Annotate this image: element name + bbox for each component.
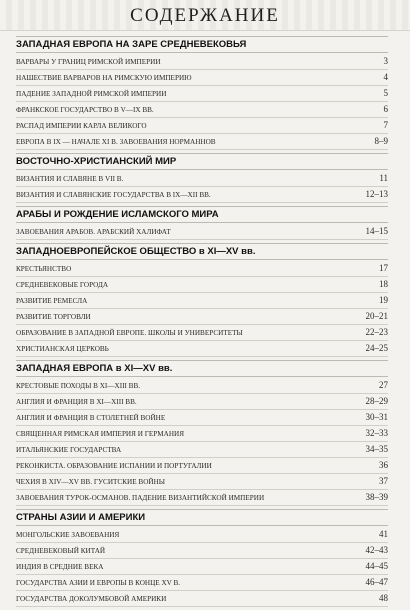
page-number: 18 [379,279,388,289]
section-title: ЗАПАДНОЕВРОПЕЙСКОЕ ОБЩЕСТВО в XI—XV вв. [16,243,388,260]
page-number: 20–21 [365,311,388,321]
entry-title: ВИЗАНТИЯ И СЛАВЯНЕ В VII В. [16,175,124,183]
entry-list [16,378,388,506]
toc-entry [16,442,388,458]
section-title: АРАБЫ И РОЖДЕНИЕ ИСЛАМСКОГО МИРА [16,206,388,223]
page-number: 38–39 [365,492,388,502]
toc-section [16,153,388,203]
entry-title: ХРИСТИАНСКАЯ ЦЕРКОВЬ [16,345,109,353]
toc-entry [16,591,388,607]
entry-title: ФРАНКСКОЕ ГОСУДАРСТВО В V—IX ВВ. [16,106,154,114]
toc-entry [16,575,388,591]
page-number: 3 [383,56,388,66]
entry-title: АНГЛИЯ И ФРАНЦИЯ В СТОЛЕТНЕЙ ВОЙНЕ [16,414,166,422]
toc-entry [16,490,388,506]
entry-title: ЗАВОЕВАНИЯ ТУРОК-ОСМАНОВ. ПАДЕНИЕ ВИЗАНТИЙСКОЙ ИМПЕРИИ [16,494,265,502]
toc-entry [16,54,388,70]
entry-title: МОНГОЛЬСКИЕ ЗАВОЕВАНИЯ [16,531,120,539]
toc-entry [16,325,388,341]
page-number: 41 [379,529,388,539]
page-number: 48 [379,593,388,603]
toc-section [16,36,388,150]
entry-title: ВАРВАРЫ У ГРАНИЦ РИМСКОЙ ИМПЕРИИ [16,58,161,66]
toc-entry [16,474,388,490]
toc-entry [16,102,388,118]
toc-entry [16,458,388,474]
toc-entry [16,543,388,559]
page-number: 34–35 [365,444,388,454]
toc-entry [16,118,388,134]
page-number: 27 [379,380,388,390]
section-title: СТРАНЫ АЗИИ И АМЕРИКИ [16,509,388,526]
page-number: 46–47 [365,577,388,587]
toc-entry [16,426,388,442]
page-number: 8–9 [374,136,388,146]
page-number: 12–13 [365,189,388,199]
entry-title: РАЗВИТИЕ ТОРГОВЛИ [16,313,91,321]
toc-entry [16,70,388,86]
toc-section [16,509,388,607]
entry-list [16,527,388,607]
page-number: 36 [379,460,388,470]
page-number: 17 [379,263,388,273]
toc-entry [16,134,388,150]
page-number: 11 [379,173,388,183]
toc-entry [16,261,388,277]
page-number: 32–33 [365,428,388,438]
entry-title: НАШЕСТВИЕ ВАРВАРОВ НА РИМСКУЮ ИМПЕРИЮ [16,74,192,82]
entry-list [16,224,388,240]
toc-entry [16,224,388,240]
toc-entry [16,187,388,203]
section-title: ЗАПАДНАЯ ЕВРОПА в XI—XV вв. [16,360,388,377]
section-title: ЗАПАДНАЯ ЕВРОПА НА ЗАРЕ СРЕДНЕВЕКОВЬЯ [16,36,388,53]
page-number: 28–29 [365,396,388,406]
toc-entry [16,309,388,325]
toc-entry [16,527,388,543]
entry-title: АНГЛИЯ И ФРАНЦИЯ В XI—XIII ВВ. [16,398,137,406]
entry-title: РАСПАД ИМПЕРИИ КАРЛА ВЕЛИКОГО [16,122,147,130]
entry-title: ПАДЕНИЕ ЗАПАДНОЙ РИМСКОЙ ИМПЕРИИ [16,90,167,98]
entry-title: РЕКОНКИСТА. ОБРАЗОВАНИЕ ИСПАНИИ И ПОРТУГАЛИИ [16,462,212,470]
toc-section [16,206,388,240]
page-number: 6 [383,104,388,114]
page-number: 19 [379,295,388,305]
page-number: 42–43 [365,545,388,555]
toc-entry [16,341,388,357]
table-of-contents [16,34,388,610]
toc-entry [16,277,388,293]
entry-title: ГОСУДАРСТВА ДОКОЛУМБОВОЙ АМЕРИКИ [16,595,167,603]
entry-title: ГОСУДАРСТВА АЗИИ И ЕВРОПЫ В КОНЦЕ XV В. [16,579,181,587]
page-number: 14–15 [365,226,388,236]
entry-title: ИТАЛЬЯНСКИЕ ГОСУДАРСТВА [16,446,122,454]
entry-title: РАЗВИТИЕ РЕМЕСЛА [16,297,88,305]
entry-title: СРЕДНЕВЕКОВЫЙ КИТАЙ [16,547,106,555]
entry-list [16,171,388,203]
toc-entry [16,86,388,102]
entry-title: КРЕСТОВЫЕ ПОХОДЫ В XI—XIII ВВ. [16,382,141,390]
page-number: 37 [379,476,388,486]
toc-entry [16,394,388,410]
section-title: ВОСТОЧНО-ХРИСТИАНСКИЙ МИР [16,153,388,170]
entry-list [16,261,388,357]
toc-entry [16,171,388,187]
toc-entry [16,559,388,575]
entry-title: ОБРАЗОВАНИЕ В ЗАПАДНОЙ ЕВРОПЕ. ШКОЛЫ И УНИВЕРСИТЕТЫ [16,329,243,337]
entry-title: СРЕДНЕВЕКОВЫЕ ГОРОДА [16,281,109,289]
entry-title: КРЕСТЬЯНСТВО [16,265,72,273]
page-number: 24–25 [365,343,388,353]
entry-title: ЗАВОЕВАНИЯ АРАБОВ. АРАБСКИЙ ХАЛИФАТ [16,228,171,236]
entry-title: ИНДИЯ В СРЕДНИЕ ВЕКА [16,563,104,571]
page-number: 7 [383,120,388,130]
entry-list [16,54,388,150]
page-number: 4 [383,72,388,82]
page-number: 22–23 [365,327,388,337]
page-number: 30–31 [365,412,388,422]
page-title: СОДЕРЖАНИЕ [130,5,280,26]
toc-entry [16,378,388,394]
page-number: 44–45 [365,561,388,571]
toc-section [16,243,388,357]
entry-title: ЕВРОПА В IX — НАЧАЛЕ XI В. ЗАВОЕВАНИЯ НОРМАННОВ [16,138,216,146]
entry-title: ЧЕХИЯ В XIV—XV ВВ. ГУСИТСКИЕ ВОЙНЫ [16,478,166,486]
toc-entry [16,410,388,426]
toc-entry [16,293,388,309]
entry-title: ВИЗАНТИЯ И СЛАВЯНСКИЕ ГОСУДАРСТВА В IX—XII ВВ. [16,191,211,199]
toc-section [16,360,388,506]
page-number: 5 [383,88,388,98]
entry-title: СВЯЩЕННАЯ РИМСКАЯ ИМПЕРИЯ И ГЕРМАНИЯ [16,430,185,438]
